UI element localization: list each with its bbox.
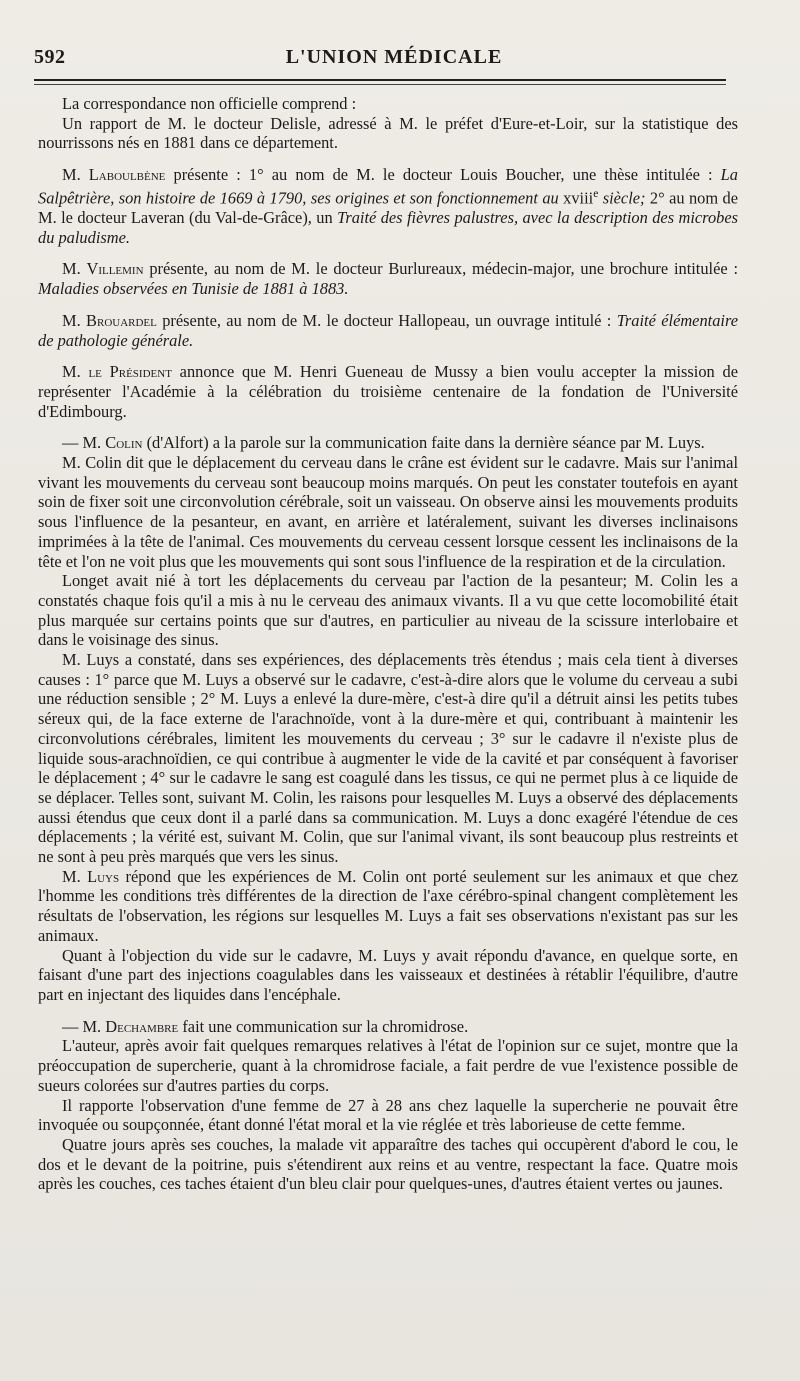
text-run: xviii [558, 188, 594, 208]
text-run: L'auteur, après avoir fait quelques remarques relatives à l'état de l'opinion sur ce sujet, montre que la préoccupation de supercherie, quant à la chromidrose faciale, a fait perdre de vue l'existence possible de sueurs colorées sur d'autres parties du corps. [38, 1036, 738, 1095]
text-run: présente, au nom de M. le docteur Burlureaux, médecin-major, une brochure intitulée : [143, 259, 739, 279]
paragraph-p1 [38, 94, 738, 114]
text-run: (d'Alfort) a la parole sur la communication faite dans la dernière séance par M. Luys. [142, 433, 705, 453]
paragraph-p12 [38, 946, 738, 1005]
text-run: Laboulbène [88, 165, 166, 185]
paragraph-p9 [38, 571, 738, 650]
text-run: le Président [88, 362, 172, 382]
paragraph-p2 [38, 114, 738, 153]
paragraph-p14 [38, 1036, 738, 1095]
text-run: Luys [87, 866, 120, 886]
text-run: présente, au nom de M. le docteur Hallopeau, un ouvrage intitulé : [156, 310, 617, 330]
page-number: 592 [34, 46, 66, 68]
text-run: Un rapport de M. le docteur Delisle, adressé à M. le préfet d'Eure-et-Loir, sur la statistique des nourrissons nés en 1881 dans ce département. [38, 113, 738, 153]
text-run: répond que les expériences de M. Colin ont porté seulement sur les animaux et que chez l'homme les conditions très différentes de la direction de l'axe cérébro-spinal changent complètement les résultats de l'observation, les régions sur lesquelles M. Luys a fait ses observations n'existant pas sur les animaux. [38, 866, 738, 945]
text-run: Quatre jours après ses couches, la malade vit apparaître des taches qui occupèrent d'abord le cou, le dos et le devant de la poitrine, puis s'étendirent aux reins et au ventre, respectant la face. Quatre mois après les couches, ces taches étaient d'un bleu clair pour quelques-unes, d'autres étaient vertes ou jaunes. [38, 1134, 738, 1194]
text-run: Colin [105, 433, 143, 453]
page-header [34, 40, 754, 74]
text-run: M. Colin dit que le déplacement du cerveau dans le crâne est évident sur le cadavre. Mais sur l'animal vivant les mouvements du cerveau sont beaucoup moins marqués. On peut les constater toutefois en ayant soin de fixer soit une circonvolution cérébrale, soit un vaisseau. On observe ainsi les mouvements produits sous l'influence de la pesanteur, en avant, en arrière et latéralement, suivant les diverses inclinaisons imprimées à la tête de l'animal. Ces mouvements du cerveau cessent lorsque cessent les inclinaisons de la tête et l'on ne voit plus que les mouvements qui sont sous l'influence de la respiration et de la circulation. [38, 453, 738, 571]
paragraph-p4 [38, 259, 738, 298]
text-run: M. [62, 866, 88, 886]
paragraph-p15 [38, 1096, 738, 1135]
text-run: M. [62, 362, 89, 382]
text-run: La Salpêtrière, son histoire de 1669 à 1790, ses origines et son fonctionnement au [38, 165, 738, 208]
paragraph-p7 [38, 433, 738, 453]
text-run: — M. [62, 433, 106, 453]
text-run: annonce que M. Henri Gueneau de Mussy a bien voulu accepter la mission de représenter l'Académie à la célébration du troisième centenaire de la fondation de l'Université d'Edimbourg. [38, 362, 738, 421]
text-run: Brouardel [86, 310, 157, 330]
text-run: Longet avait nié à tort les déplacements du cerveau par l'action de la pesanteur; M. Colin les a constatés chaque fois qu'il a mis à nu le cerveau des animaux vivants. Il a vu que cette locomobilité était plus marquée sur certains points que sur d'autres, en particulier au niveau de la scissure interlobaire et dans le voisinage des sinus. [38, 571, 738, 650]
text-run: Dechambre [105, 1016, 179, 1036]
text-run: — M. [62, 1016, 106, 1036]
header-rule-thin [34, 84, 726, 85]
text-run: Traité élémentaire de pathologie générale. [38, 310, 738, 350]
text-run: M. Luys a constaté, dans ses expériences, des déplacements très étendus ; mais cela tient à diverses causes : 1° parce que M. Luys a observé sur le cadavre, c'est-à-dire alors que le volume du cerveau a subi une réduction sensible ; 2° M. Luys a enlevé la dure-mère, c'est-à dire qu'il a détruit ainsi les petits tubes séreux qui, de la face externe de l'arachnoïde, vont à la dure-mère et qui, contribuant à maintenir les circonvolutions cérébrales, limitent les mouvements du cerveau ; 3° sur le cadavre il n'existe plus de liquide sous-arachnoïdien, ce qui contribue à augmenter le vide de la cavité et par conséquent à favoriser le déplacement ; 4° sur le cadavre le sang est coagulé dans les tissus, ce qui ne permet plus à ce liquide de se déplacer. Telles sont, suivant M. Colin, les raisons pour lesquelles M. Luys a observé des déplacements aussi étendus que ceux dont il a parlé dans sa communication. M. Luys a donc exagéré l'étendue de ces déplacements ; la vérité est, suivant M. Colin, que sur l'animal vivant, ils sont beaucoup plus restreints et ne sont à peu près marqués que vers les sinus. [38, 650, 738, 867]
paragraph-p3 [38, 165, 738, 247]
paragraph-p5 [38, 311, 738, 350]
running-title: L'UNION MÉDICALE [285, 46, 503, 68]
article-body [38, 94, 738, 1194]
paragraph-p11 [38, 867, 738, 946]
paragraph-p16 [38, 1135, 738, 1194]
paragraph-p8 [38, 453, 738, 571]
text-run: Il rapporte l'observation d'une femme de 27 à 28 ans chez laquelle la supercherie ne pouvait être invoquée ou soupçonnée, étant donné l'état moral et la vie réglée et très laborieuse de cette femme. [38, 1095, 738, 1135]
text-run: Quant à l'objection du vide sur le cadavre, M. Luys y avait répondu d'avance, en quelque sorte, en faisant d'une part des injections coagulables dans les vaisseaux et destinées à rétablir l'équilibre, d'autre part en injectant des liquides dans l'encéphale. [38, 945, 738, 1004]
text-run: siècle; [598, 188, 646, 208]
paragraph-p13 [38, 1017, 738, 1037]
text-run: M. [62, 259, 87, 279]
text-run: e [593, 187, 599, 200]
text-run: Villemin [86, 259, 144, 279]
paragraph-p6 [38, 362, 738, 421]
text-run: présente : 1° au nom de M. le docteur Louis Boucher, une thèse intitulée : [165, 165, 721, 185]
text-run: Traité des fièvres palustres, avec la description des microbes du paludisme. [38, 207, 738, 247]
text-run: M. [62, 165, 89, 185]
paragraph-p10 [38, 650, 738, 867]
text-run: M. [62, 310, 87, 330]
text-run: fait une communication sur la chromidrose. [178, 1016, 469, 1036]
text-run: La correspondance non officielle comprend : [62, 94, 357, 113]
text-run: Maladies observées en Tunisie de 1881 à 1883. [38, 279, 349, 299]
header-rule [34, 79, 726, 81]
text-run: 2° au nom de M. le docteur Laveran (du Val-de-Grâce), un [38, 188, 739, 227]
